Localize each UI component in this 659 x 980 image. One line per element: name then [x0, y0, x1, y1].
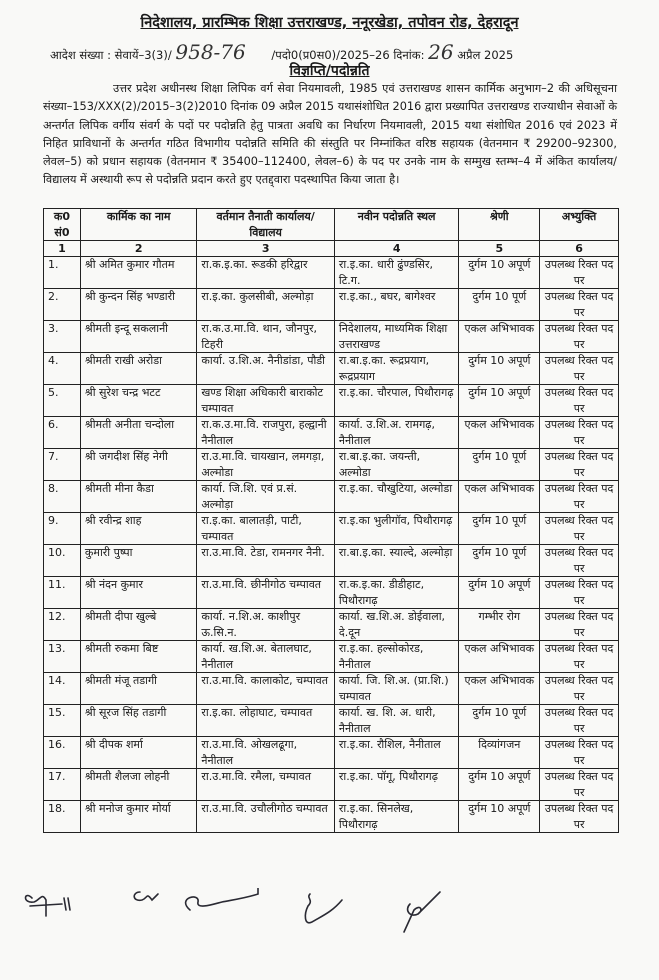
- category: दुर्गम 10 अपूर्ण: [459, 353, 540, 385]
- employee-name: श्रीमती मंजू तडागी: [80, 673, 196, 705]
- current-posting: रा.क.इ.का. रूडकी हरिद्वार: [197, 257, 335, 289]
- table-row: [44, 289, 619, 321]
- employee-name: श्रीमती अनीता चन्दोला: [80, 417, 196, 449]
- table-row: [44, 705, 619, 737]
- column-number-row: [44, 241, 619, 257]
- table-row: [44, 481, 619, 513]
- remark: उपलब्ध रिक्त पद पर: [540, 609, 619, 641]
- current-posting: रा.इ.का. लोहाघाट, चम्पावत: [197, 705, 335, 737]
- serial-number: 3.: [44, 321, 81, 353]
- table-row: [44, 257, 619, 289]
- col-header-current: वर्तमान तैनाती कार्यालय/ विद्यालय: [197, 209, 335, 241]
- current-posting: कार्या. न.शि.अ. काशीपुर ऊ.सि.न.: [197, 609, 335, 641]
- new-posting: रा.बा.इ.का. रूद्रप्रयाग, रूद्रप्रयाग: [334, 353, 459, 385]
- remark: उपलब्ध रिक्त पद पर: [540, 577, 619, 609]
- employee-name: श्री दीपक शर्मा: [80, 737, 196, 769]
- employee-name: श्री सुरेश चन्द्र भटट: [80, 385, 196, 417]
- remark: उपलब्ध रिक्त पद पर: [540, 481, 619, 513]
- current-posting: रा.उ.मा.वि. उचौलीगोठ चम्पावत: [197, 801, 335, 833]
- employee-name: श्रीमती शैलजा लोहनी: [80, 769, 196, 801]
- employee-name: श्री नंदन कुमार: [80, 577, 196, 609]
- category: दुर्गम 10 अपूर्ण: [459, 257, 540, 289]
- category: एकल अभिभावक: [459, 481, 540, 513]
- current-posting: कार्या. जि.शि. एवं प्र.सं. अल्मोड़ा: [197, 481, 335, 513]
- current-posting: रा.इ.का. कुलसीबी, अल्मोड़ा: [197, 289, 335, 321]
- new-posting: कार्या. ख.शि.अ. डोईवाला, दे.दून: [334, 609, 459, 641]
- new-posting: निदेशालय, माध्यमिक शिक्षा उत्तराखण्ड: [334, 321, 459, 353]
- employee-name: श्री कुन्दन सिंह भण्डारी: [80, 289, 196, 321]
- category: दुर्गम 10 पूर्ण: [459, 545, 540, 577]
- new-posting: कार्या. उ.शि.अ. रामगढ़, नैनीताल: [334, 417, 459, 449]
- employee-name: श्रीमती राखी अरोडा: [80, 353, 196, 385]
- table-row: [44, 769, 619, 801]
- signature-2: [134, 892, 158, 900]
- new-posting: कार्या. जि. शि.अ. (प्रा.शि.) चम्पावत: [334, 673, 459, 705]
- table-row: [44, 353, 619, 385]
- current-posting: रा.उ.मा.वि. टेडा, रामनगर नैनी.: [197, 545, 335, 577]
- table-row: [44, 385, 619, 417]
- category: दुर्गम 10 अपूर्ण: [459, 801, 540, 833]
- new-posting: रा.इ.का. हल्सोकोरड, नैनीताल: [334, 641, 459, 673]
- col-header-new: नवीन पदोन्नति स्थल: [334, 209, 459, 241]
- new-posting: रा.क.इ.का. डीडीहाट, पिथौरागढ़: [334, 577, 459, 609]
- category: दुर्गम 10 पूर्ण: [459, 513, 540, 545]
- signature-5: [404, 892, 440, 932]
- remark: उपलब्ध रिक्त पद पर: [540, 673, 619, 705]
- remark: उपलब्ध रिक्त पद पर: [540, 513, 619, 545]
- serial-number: 18.: [44, 801, 81, 833]
- col-header-remark: अभ्युक्ति: [540, 209, 619, 241]
- current-posting: रा.क.उ.मा.वि. राजपुरा, हल्द्वानी नैनीताल: [197, 417, 335, 449]
- col-number: 4: [334, 241, 459, 257]
- new-posting: रा.इ.का. चौखुटिया, अल्मोडा: [334, 481, 459, 513]
- order-suffix: /पदो0(प्र0स0)/2025–26 दिनांक:: [271, 48, 425, 62]
- employee-name: श्री सूरज सिंह तडागी: [80, 705, 196, 737]
- serial-number: 16.: [44, 737, 81, 769]
- category: एकल अभिभावक: [459, 417, 540, 449]
- category: एकल अभिभावक: [459, 321, 540, 353]
- current-posting: रा.इ.का. बालातड़ी, पाटी, चम्पावत: [197, 513, 335, 545]
- remark: उपलब्ध रिक्त पद पर: [540, 385, 619, 417]
- new-posting: रा.बा.इ.का. स्याल्दे, अल्मोड़ा: [334, 545, 459, 577]
- subject-heading: [0, 61, 659, 80]
- category: दुर्गम 10 अपूर्ण: [459, 385, 540, 417]
- remark: उपलब्ध रिक्त पद पर: [540, 705, 619, 737]
- current-posting: रा.उ.मा.वि. कालाकोट, चम्पावत: [197, 673, 335, 705]
- table-row: [44, 449, 619, 481]
- employee-name: श्री अमित कुमार गौतम: [80, 257, 196, 289]
- current-posting: कार्या. ख.शि.अ. बेतालघाट, नैनीताल: [197, 641, 335, 673]
- serial-number: 7.: [44, 449, 81, 481]
- serial-number: 10.: [44, 545, 81, 577]
- category: दुर्गम 10 अपूर्ण: [459, 577, 540, 609]
- serial-number: 12.: [44, 609, 81, 641]
- table-row: [44, 801, 619, 833]
- order-prefix: आदेश संख्या : सेवायें–3(3)/: [50, 48, 172, 62]
- category: एकल अभिभावक: [459, 641, 540, 673]
- current-posting: रा.उ.मा.वि. चायखान, लमगड़ा, अल्मोडा: [197, 449, 335, 481]
- remark: उपलब्ध रिक्त पद पर: [540, 449, 619, 481]
- serial-number: 15.: [44, 705, 81, 737]
- serial-number: 8.: [44, 481, 81, 513]
- new-posting: रा.इ.का. धारी ढुंण्डसिर, टि.ग.: [334, 257, 459, 289]
- new-posting: रा.बा.इ.का. जयन्ती, अल्मोडा: [334, 449, 459, 481]
- signature-4: [305, 894, 342, 923]
- remark: उपलब्ध रिक्त पद पर: [540, 353, 619, 385]
- serial-number: 6.: [44, 417, 81, 449]
- current-posting: खण्ड शिक्षा अधिकारी बाराकोट चम्पावत: [197, 385, 335, 417]
- current-posting: कार्या. उ.शि.अ. नैनीडांडा, पौडी: [197, 353, 335, 385]
- table-row: [44, 417, 619, 449]
- new-posting: रा.इ.का. सिनलेख, पिथौरागढ़: [334, 801, 459, 833]
- signatures: [0, 888, 659, 948]
- col-number: 2: [80, 241, 196, 257]
- col-number: 6: [540, 241, 619, 257]
- remark: उपलब्ध रिक्त पद पर: [540, 545, 619, 577]
- table-row: [44, 641, 619, 673]
- new-posting: रा.इ.का. चौरपाल, पिथौरागढ़: [334, 385, 459, 417]
- category: दिव्यांगजन: [459, 737, 540, 769]
- current-posting: रा.उ.मा.वि. छीनीगोठ चम्पावत: [197, 577, 335, 609]
- employee-name: श्री मनोज कुमार मोर्या: [80, 801, 196, 833]
- notice-body: [43, 80, 617, 190]
- table-row: [44, 321, 619, 353]
- order-number-handwritten: 958-76: [175, 40, 246, 64]
- employee-name: कुमारी पुष्पा: [80, 545, 196, 577]
- current-posting: रा.क.उ.मा.वि. थान, जौनपुर, टिहरी: [197, 321, 335, 353]
- serial-number: 17.: [44, 769, 81, 801]
- category: दुर्गम 10 अपूर्ण: [459, 769, 540, 801]
- employee-name: श्री रवीन्द्र शाह: [80, 513, 196, 545]
- remark: उपलब्ध रिक्त पद पर: [540, 289, 619, 321]
- table-row: [44, 737, 619, 769]
- current-posting: रा.उ.मा.वि. रमैला, चम्पावत: [197, 769, 335, 801]
- date-handwritten: 26: [428, 40, 454, 64]
- subject: विज्ञप्ति/पदोन्नति: [289, 63, 370, 79]
- office-heading: [0, 12, 659, 32]
- col-header-sn: क0 सं0: [44, 209, 81, 241]
- signature-1: [26, 896, 71, 916]
- category: गम्भीर रोग: [459, 609, 540, 641]
- new-posting: रा.इ.का भुलीगॉव, पिथौरागढ़: [334, 513, 459, 545]
- employee-name: श्रीमती दीपा खुल्बे: [80, 609, 196, 641]
- table-row: [44, 577, 619, 609]
- employee-name: श्रीमती इन्दू सकलानी: [80, 321, 196, 353]
- employee-name: श्रीमती मीना कैडा: [80, 481, 196, 513]
- remark: उपलब्ध रिक्त पद पर: [540, 769, 619, 801]
- notice-text: उत्तर प्रदेश अधीनस्थ शिक्षा लिपिक वर्ग सेवा नियमावली, 1985 एवं उत्तराखण्ड शासन कार्मिक अनुभाग–2 की अधिसूचना संख्या–153/XXX(2)/2015–3(2)2010 दिनांक 09 अप्रैल 2015 यथासंशोधित 2016 द्वारा प्रख्यापित उत्तराखण्ड राज्याधीन सेवाओं के अन्तर्गत लिपिक वर्गीय संवर्ग के पदों पर पदोन्नति हेतु पात्रता अवधि का निर्धारण नियमावली, 2015 यथा संशोधित 2016 एवं 2023 में निहित प्राविधानों के अन्तर्गत गठित विभागीय पदोन्नति समिति की संस्तुति पर निम्नांकित वरिष्ठ सहायक (वेतनमान ₹ 29200–92300, लेवल–5) को प्रधान सहायक (वेतनमान ₹ 35400–112400, लेवल–6) के पद पर उनके नाम के सम्मुख स्तम्भ–4 में अंकित कार्यालय/विद्यालय में अस्थायी रूप से पदोन्नति प्रदान करते हुए एतद्द्वारा पदस्थापित किया जाता है।: [43, 82, 617, 187]
- new-posting: रा.इ.का., बघर, बागेश्वर: [334, 289, 459, 321]
- table-row: [44, 513, 619, 545]
- new-posting: रा.इ.का. पॉगू, पिथौरागढ़: [334, 769, 459, 801]
- serial-number: 4.: [44, 353, 81, 385]
- col-number: 5: [459, 241, 540, 257]
- serial-number: 2.: [44, 289, 81, 321]
- serial-number: 9.: [44, 513, 81, 545]
- new-posting: रा.इ.का. रौशिल, नैनीताल: [334, 737, 459, 769]
- table-row: [44, 673, 619, 705]
- serial-number: 11.: [44, 577, 81, 609]
- serial-number: 13.: [44, 641, 81, 673]
- category: दुर्गम 10 पूर्ण: [459, 289, 540, 321]
- col-header-name: कार्मिक का नाम: [80, 209, 196, 241]
- employee-name: श्रीमती रुकमा बिष्ट: [80, 641, 196, 673]
- serial-number: 1.: [44, 257, 81, 289]
- remark: उपलब्ध रिक्त पद पर: [540, 417, 619, 449]
- serial-number: 5.: [44, 385, 81, 417]
- category: दुर्गम 10 पूर्ण: [459, 449, 540, 481]
- table-row: [44, 609, 619, 641]
- new-posting: कार्या. ख. शि. अ. धारी, नैनीताल: [334, 705, 459, 737]
- col-header-category: श्रेणी: [459, 209, 540, 241]
- promotion-table: [43, 208, 619, 833]
- serial-number: 14.: [44, 673, 81, 705]
- table-header-row: [44, 209, 619, 241]
- employee-name: श्री जगदीश सिंह नेगी: [80, 449, 196, 481]
- col-number: 1: [44, 241, 81, 257]
- col-number: 3: [197, 241, 335, 257]
- signature-3: [186, 888, 258, 910]
- office-name: निदेशालय, प्रारम्भिक शिक्षा उत्तराखण्ड, ननूरखेडा, तपोवन रोड, देहरादून: [140, 15, 519, 31]
- remark: उपलब्ध रिक्त पद पर: [540, 801, 619, 833]
- current-posting: रा.उ.मा.वि. ओखलढूगा, नैनीताल: [197, 737, 335, 769]
- remark: उपलब्ध रिक्त पद पर: [540, 321, 619, 353]
- date-suffix: अप्रैल 2025: [457, 48, 514, 62]
- remark: उपलब्ध रिक्त पद पर: [540, 737, 619, 769]
- table-row: [44, 545, 619, 577]
- category: एकल अभिभावक: [459, 673, 540, 705]
- remark: उपलब्ध रिक्त पद पर: [540, 641, 619, 673]
- category: दुर्गम 10 पूर्ण: [459, 705, 540, 737]
- remark: उपलब्ध रिक्त पद पर: [540, 257, 619, 289]
